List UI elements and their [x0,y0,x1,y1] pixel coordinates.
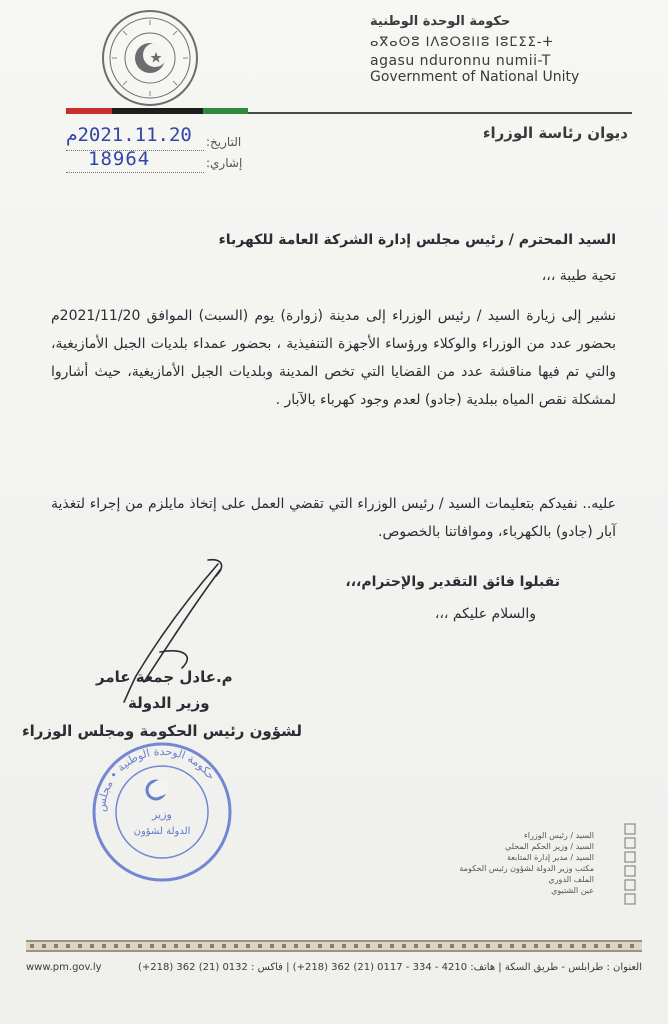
date-handwritten: 2021.11.20م [66,124,192,146]
signatory-office: لشؤون رئيس الحكومة ومجلس الوزراء [22,722,303,740]
government-name-arabic: حكومة الوحدة الوطنية [370,14,511,29]
closing-peace: والسلام عليكم ،،، [434,606,536,622]
reference-label: إشاري: [206,156,243,170]
paragraph-instructions: عليه.. نفيدكم بتعليمات السيد / رئيس الوزراء التي تقضي العمل على إتخاذ مايلزم من إجراء لتغذية آبار (جادو) بالكهرباء، وموافاتنا بالخصوص. [51,496,616,540]
decorative-motif-icon [622,822,638,906]
official-stamp [88,738,236,886]
stamp-center-line1: وزير [152,808,172,821]
closing-respect: تقبلوا فائق التقدير والإحترام،،، [345,574,560,590]
date-label: التاريخ: [206,135,242,149]
government-name-block [370,14,640,85]
libya-emblem-icon [100,8,200,108]
addressee: السيد المحترم / رئيس مجلس إدارة الشركة العامة للكهرباء [218,232,616,248]
office-name: ديوان رئاسة الوزراء [482,124,628,142]
government-name-english: Government of National Unity [370,69,580,85]
header-rule [248,112,632,114]
cc-item: الملف الدوري [548,875,594,884]
cc-item: مكتب وزير الدولة لشؤون رئيس الحكومة [459,864,594,873]
paragraph-visit: نشير إلى زيارة السيد / رئيس الوزراء إلى مدينة (زوارة) يوم (السبت) الموافق 2021/11/20م بحضور عدد من الوزراء والوكلاء ورؤساء الأجهزة التنفيذية ، بحضور عمداء بلديات الجبل الأمازيغية، والتي تم فيها مناقشة عدد من القضايا التي تخص المدينة وبلديات الجبل الأمازيغية، حيث أشاروا لمشكلة نقص المياه ببلدية (جادو) لعدم وجود كهرباء بالآبار . [51,308,616,408]
cc-item: السيد / وزير الحكم المحلي [505,842,594,851]
cc-item: السيد / رئيس الوزراء [524,831,594,840]
government-name-tifinagh: ⴰⴳⴰⵙⵓ ⵏⴷⵓⵔⵓⵏⵏⵓ ⵏⵓⵎⵉⵉ-ⵜ [370,35,554,50]
greeting: تحية طيبة ،،، [541,268,616,284]
flag-color-bar [66,108,248,114]
stamp-center-line2: الدولة لشؤون [133,826,191,837]
reference-dotted-line [66,172,204,173]
cc-item: عين الشتيوي [551,886,594,895]
government-name-latin: agasu nduronnu numii-T [370,53,551,69]
signatory-title: وزير الدولة [128,694,210,712]
stamp-ring-text: حكومة الوحدة الوطنية • مجلس [94,744,218,813]
footer-ornament-band [26,940,642,952]
reference-handwritten: 18964 [88,148,151,170]
cc-item: السيد / مدير إدارة المتابعة [507,853,594,862]
footer-address: العنوان : طرابلس - طريق السكة | هاتف: 4210 - 334 - 0117 (21) 362 (218+) | فاكس : 0132 (21) 362 (218+) [137,962,642,973]
cc-list [444,830,594,896]
footer-contact [26,962,642,973]
footer-website: www.pm.gov.ly [26,962,102,973]
signatory-name: م.عادل جمعة عامر [96,668,233,686]
